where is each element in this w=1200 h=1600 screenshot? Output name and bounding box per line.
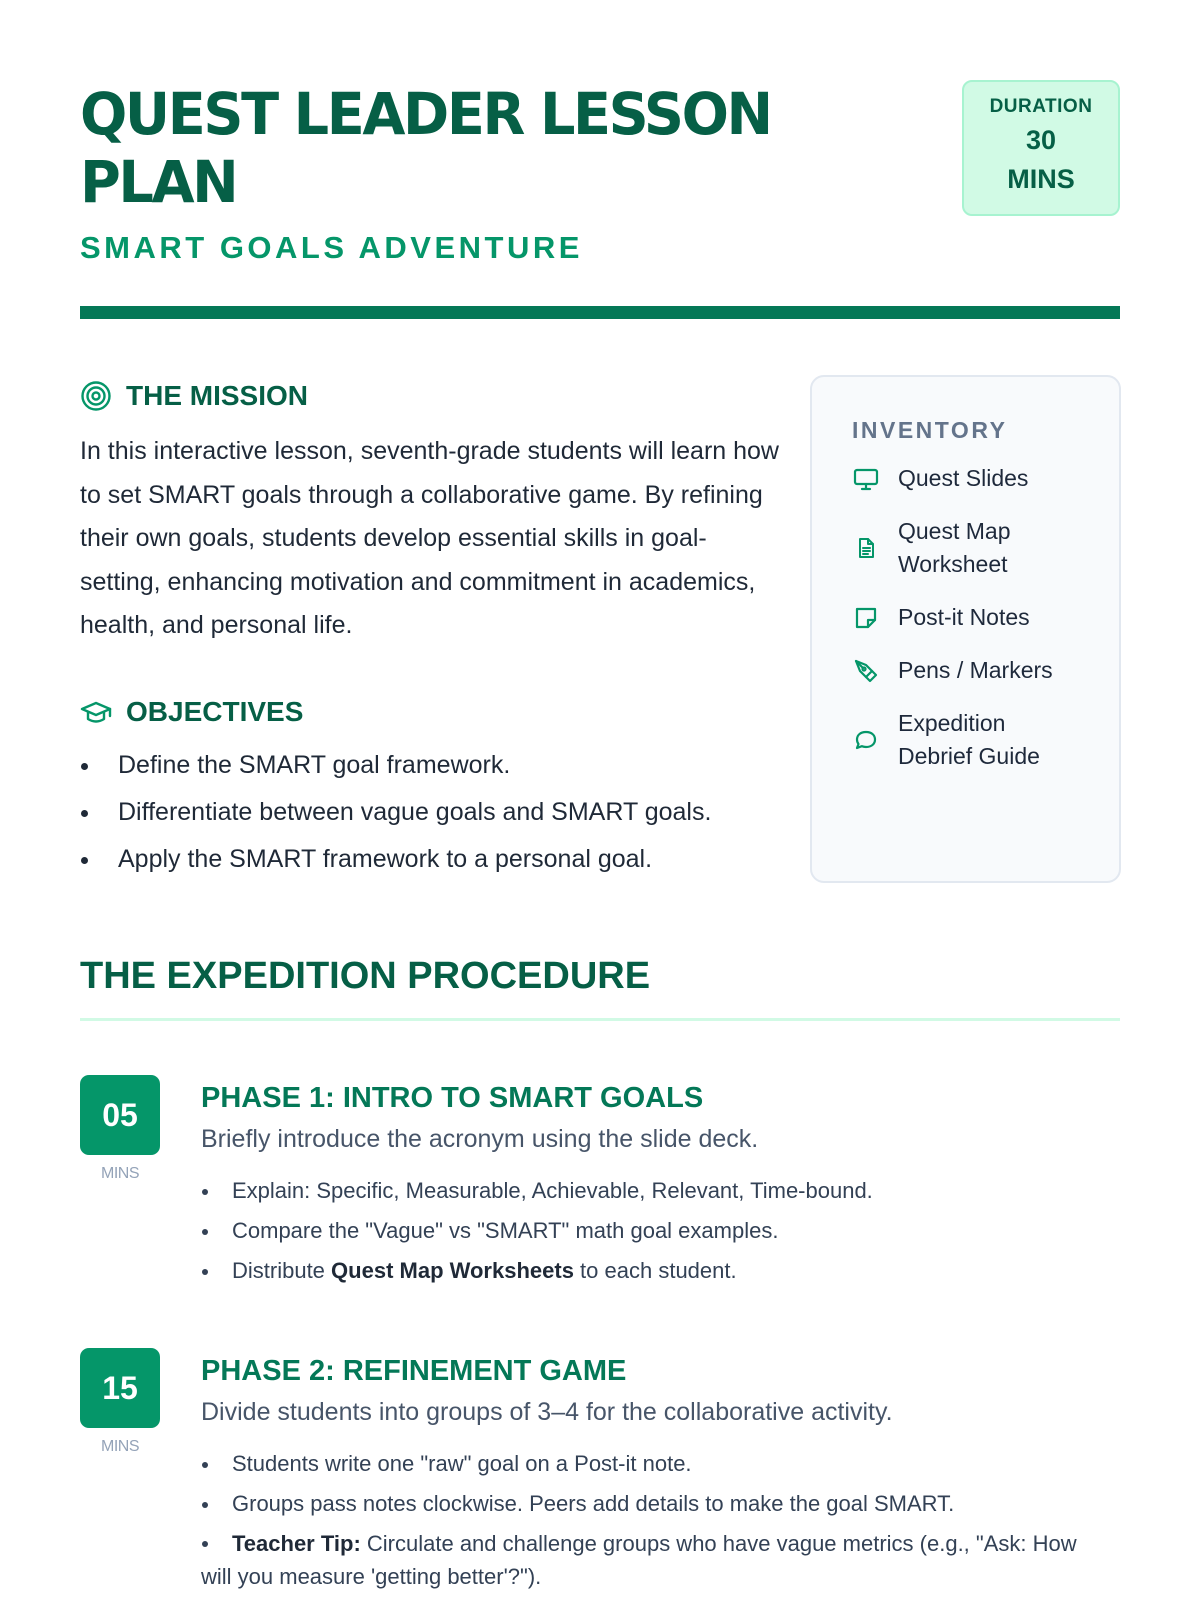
graduation-cap-icon <box>80 696 112 728</box>
inventory-list <box>852 462 1119 773</box>
objectives-section <box>80 692 800 883</box>
step-text: to each student. <box>573 1258 737 1283</box>
header-divider <box>80 306 1120 319</box>
phase-step: Explain: Specific, Measurable, Achievable, Relevant, Time-bound. <box>201 1171 1120 1211</box>
phase-minutes-unit: MINS <box>101 1165 139 1182</box>
objective-item: Differentiate between vague goals and SMART goals. <box>80 789 800 836</box>
phase-step: Groups pass notes clockwise. Peers add details to make the goal SMART. <box>201 1484 1120 1524</box>
inventory-item <box>852 601 1119 634</box>
teacher-tip-text: Circulate and challenge groups who have vague metrics (e.g., "Ask: How <box>360 1531 1077 1556</box>
objective-item: Apply the SMART framework to a personal goal. <box>80 836 800 883</box>
phase-title: PHASE 2: REFINEMENT GAME <box>201 1355 627 1387</box>
objectives-heading <box>80 692 800 732</box>
speech-bubble-icon <box>852 726 880 754</box>
phase-minutes-badge: 15 <box>80 1348 160 1428</box>
pen-icon <box>852 657 880 685</box>
phase-step: Compare the "Vague" vs "SMART" math goal examples. <box>201 1211 1120 1251</box>
teacher-tip-text-continued: will you measure 'getting better'?"). <box>201 1564 542 1589</box>
phase-body <box>201 1352 1120 1593</box>
duration-unit: MINS <box>1007 164 1075 194</box>
phase-step <box>201 1524 1120 1593</box>
lesson-header <box>80 80 1120 266</box>
procedure-title: THE EXPEDITION PROCEDURE <box>80 955 651 997</box>
step-emphasis: Quest Map Worksheets <box>331 1258 574 1283</box>
objectives-heading-label: OBJECTIVES <box>126 696 304 727</box>
phase-step: Students write one "raw" goal on a Post-it note. <box>201 1444 1120 1484</box>
inventory-item-label: Quest Map Worksheet <box>898 518 1011 577</box>
teacher-tip-label: Teacher Tip: <box>232 1531 361 1556</box>
phase-steps <box>201 1171 1120 1291</box>
phase-steps <box>201 1444 1120 1593</box>
inventory-item <box>852 515 1119 581</box>
mission-text: In this interactive lesson, seventh-grade students will learn how to set SMART goals through a collaborative game. By refining their own goals, students develop essential skills in goal-setting, enhancing motivation and commitment in academics, health, and personal life. <box>80 437 779 639</box>
procedure-divider <box>80 1018 1120 1021</box>
document-icon <box>852 534 880 562</box>
mission-section <box>80 376 780 648</box>
sticky-note-icon <box>852 604 880 632</box>
inventory-item-label: Expedition Debrief Guide <box>898 710 1040 769</box>
phase-title: PHASE 1: INTRO TO SMART GOALS <box>201 1082 704 1114</box>
phase-duration <box>80 1348 160 1456</box>
duration-label: DURATION <box>989 96 1093 117</box>
objective-item: Define the SMART goal framework. <box>80 742 800 789</box>
phase-body <box>201 1079 1120 1291</box>
page-title: QUEST LEADER LESSON PLAN <box>80 80 771 216</box>
phase-duration <box>80 1075 160 1183</box>
inventory-item-label: Post-it Notes <box>898 604 1030 630</box>
inventory-card <box>810 375 1121 883</box>
phase-minutes-unit: MINS <box>101 1438 139 1455</box>
inventory-item <box>852 707 1119 773</box>
mission-heading <box>80 376 780 416</box>
phase-description: Divide students into groups of 3–4 for the collaborative activity. <box>201 1398 893 1426</box>
inventory-item-label: Pens / Markers <box>898 657 1053 683</box>
page-subtitle: SMART GOALS ADVENTURE <box>80 230 583 265</box>
duration-badge <box>962 80 1120 216</box>
phase-step <box>201 1251 1120 1291</box>
phase-description: Briefly introduce the acronym using the slide deck. <box>201 1125 759 1153</box>
inventory-item <box>852 462 1119 495</box>
inventory-item-label: Quest Slides <box>898 465 1029 491</box>
target-icon <box>80 380 112 412</box>
phase-minutes-badge: 05 <box>80 1075 160 1155</box>
mission-heading-label: THE MISSION <box>126 380 309 411</box>
step-text: Distribute <box>232 1258 332 1283</box>
objectives-list <box>80 742 800 883</box>
duration-value: 30 <box>1025 125 1057 155</box>
monitor-icon <box>852 465 880 493</box>
inventory-item <box>852 654 1119 687</box>
inventory-title: INVENTORY <box>852 417 1008 443</box>
